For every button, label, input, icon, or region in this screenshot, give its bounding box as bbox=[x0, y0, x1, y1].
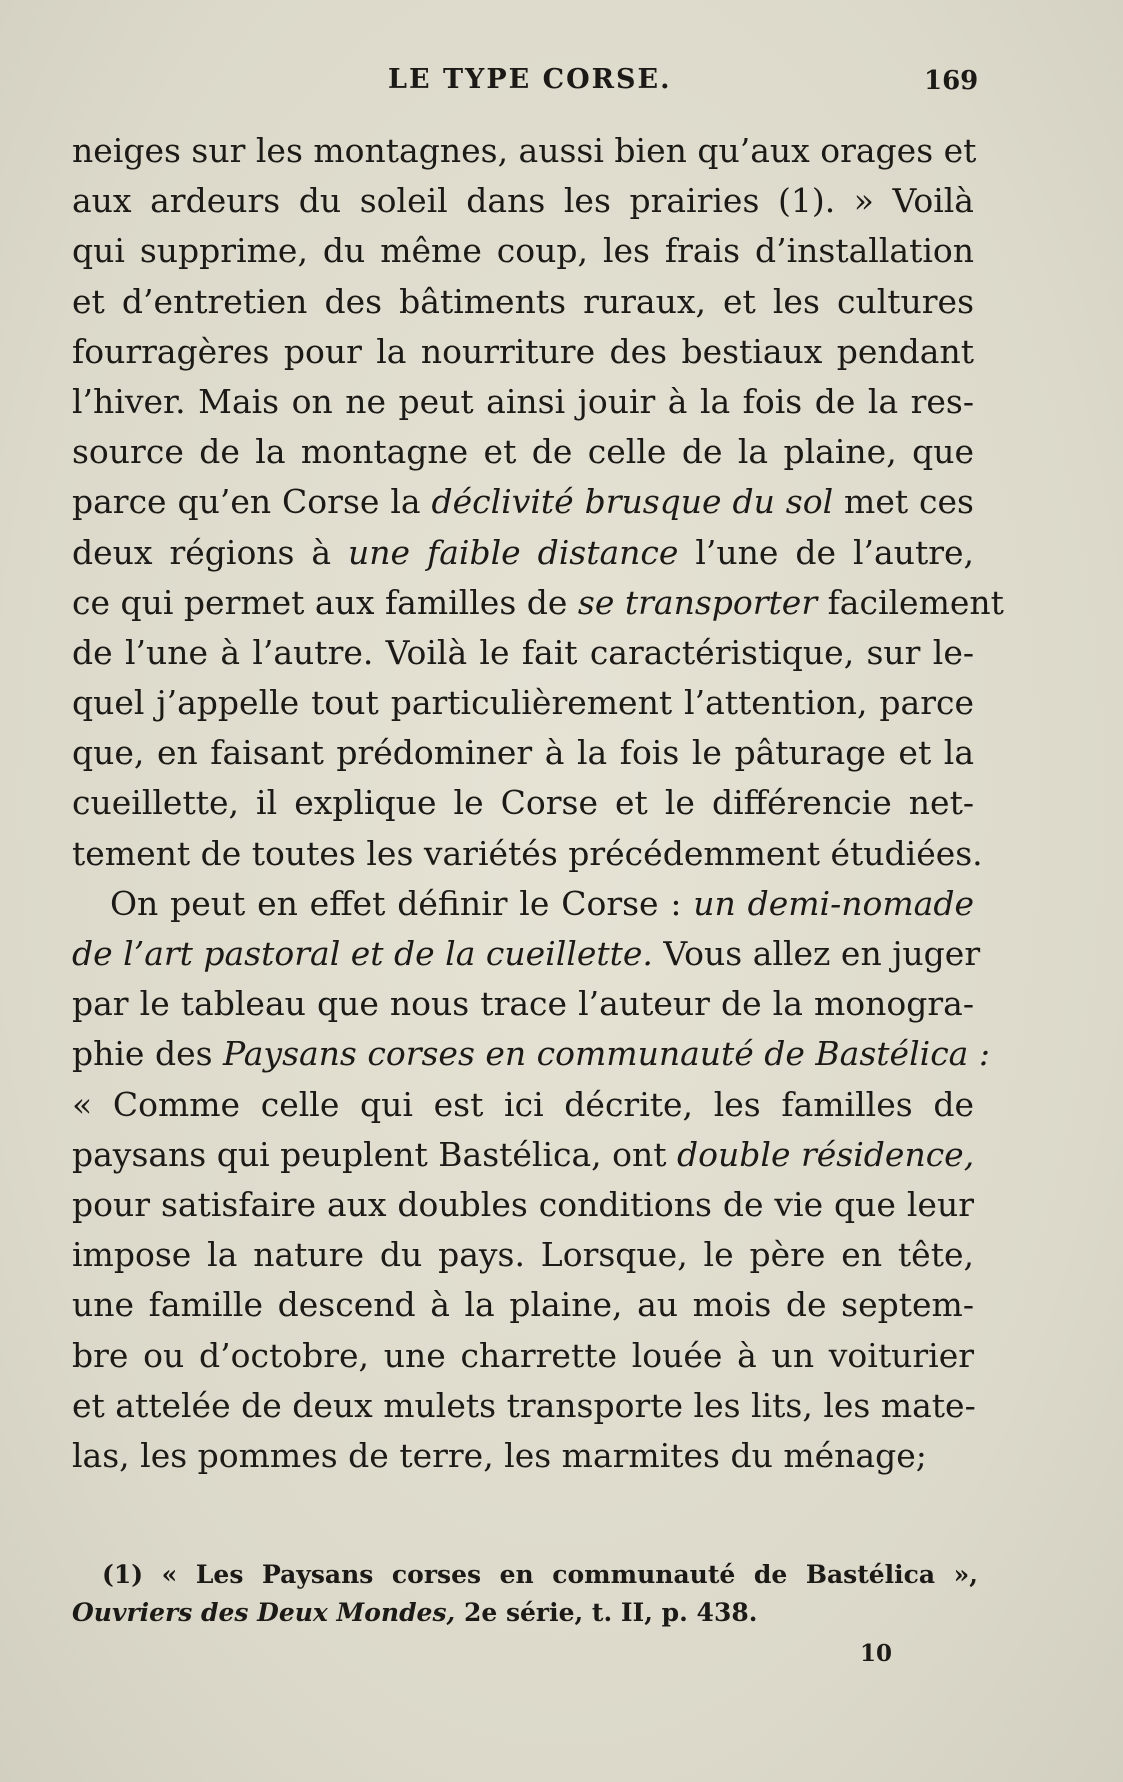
text-line bbox=[72, 678, 974, 728]
text-line bbox=[72, 377, 974, 427]
footnote-line bbox=[72, 1556, 978, 1594]
text-line bbox=[72, 126, 977, 176]
text-span: aux ardeurs du soleil dans les prairies (1). » Voilà bbox=[72, 181, 974, 221]
italic-span: déclivité brusque du sol bbox=[431, 482, 834, 522]
text-span: phie des bbox=[72, 1034, 224, 1074]
text-span: parce qu’en Corse la bbox=[72, 482, 432, 522]
text-span: cueillette, il explique le Corse et le différencie net- bbox=[72, 783, 974, 823]
text-span: impose la nature du pays. Lorsque, le père en tête, bbox=[72, 1235, 974, 1275]
text-span: paysans qui peuplent Bastélica, ont bbox=[72, 1134, 678, 1174]
text-line bbox=[72, 528, 974, 578]
running-head bbox=[0, 64, 1123, 104]
text-line bbox=[72, 427, 974, 477]
text-line bbox=[72, 1130, 974, 1180]
text-span: Vous allez en juger bbox=[652, 934, 981, 973]
text-span: tement de toutes les variétés précédemment étudiées. bbox=[72, 833, 983, 873]
text-line bbox=[72, 327, 974, 377]
text-span: met ces bbox=[833, 482, 974, 522]
text-span: 2e série, t. II, p. 438. bbox=[455, 1598, 758, 1627]
text-span: source de la montagne et de celle de la plaine, que bbox=[72, 432, 974, 472]
italic-span: un demi-nomade bbox=[693, 883, 975, 923]
text-span: par le tableau que nous trace l’auteur de la monogra- bbox=[72, 984, 974, 1024]
text-span: pour satisfaire aux doubles conditions de vie que leur bbox=[72, 1184, 974, 1224]
text-line bbox=[72, 1381, 974, 1431]
text-span: neiges sur les montagnes, aussi bien qu’aux orages et bbox=[72, 131, 977, 170]
text-span: l’une de l’autre, bbox=[678, 532, 974, 572]
text-line bbox=[72, 728, 974, 778]
text-span: une famille descend à la plaine, au mois de septem- bbox=[72, 1285, 974, 1325]
signature-mark: 10 bbox=[860, 1640, 893, 1667]
italic-span: Paysans corses en communauté de Bastélica : bbox=[223, 1034, 990, 1074]
text-span: On peut en effet définir le Corse : bbox=[110, 883, 694, 923]
text-span: « Comme celle qui est ici décrite, les familles de bbox=[72, 1084, 974, 1124]
text-line bbox=[72, 1331, 974, 1381]
italic-span: Ouvriers des Deux Mondes, bbox=[72, 1598, 456, 1627]
footnotes bbox=[72, 1556, 978, 1632]
text-line bbox=[72, 1280, 974, 1330]
text-line bbox=[72, 1029, 990, 1079]
text-line bbox=[72, 1180, 974, 1230]
text-line bbox=[72, 1080, 974, 1130]
text-span: que, en faisant prédominer à la fois le pâturage et la bbox=[72, 733, 974, 773]
running-title: LE TYPE CORSE. bbox=[388, 64, 672, 95]
text-span: las, les pommes de terre, les marmites du ménage; bbox=[72, 1435, 927, 1475]
text-span: l’hiver. Mais on ne peut ainsi jouir à la fois de la res- bbox=[72, 381, 974, 421]
footnote-line bbox=[72, 1594, 978, 1632]
text-span: deux régions à bbox=[72, 532, 349, 572]
page-number: 169 bbox=[924, 66, 979, 96]
text-line bbox=[72, 929, 981, 979]
text-span: et attelée de deux mulets transporte les lits, les mate- bbox=[72, 1385, 976, 1425]
text-line bbox=[72, 226, 974, 276]
text-span: fourragères pour la nourriture des bestiaux pendant bbox=[72, 331, 974, 371]
text-span: de l’une à l’autre. Voilà le fait caractéristique, sur le- bbox=[72, 632, 974, 672]
text-span: et d’entretien des bâtiments ruraux, et les cultures bbox=[72, 281, 974, 321]
text-line bbox=[72, 1431, 974, 1481]
italic-span: une faible distance bbox=[348, 532, 679, 572]
text-span: bre ou d’octobre, une charrette louée à un voiturier bbox=[72, 1335, 974, 1375]
text-line bbox=[72, 879, 974, 929]
text-line bbox=[72, 628, 974, 678]
text-line bbox=[72, 1230, 974, 1280]
italic-span: se transporter bbox=[577, 582, 818, 622]
text-line bbox=[72, 277, 974, 327]
text-span: qui supprime, du même coup, les frais d’installation bbox=[72, 231, 974, 271]
text-line bbox=[72, 778, 974, 828]
italic-span: double résidence, bbox=[677, 1134, 975, 1174]
text-span: facilement bbox=[817, 582, 1004, 622]
text-span: quel j’appelle tout particulièrement l’attention, parce bbox=[72, 683, 974, 723]
text-line bbox=[72, 176, 974, 226]
text-line bbox=[72, 578, 1004, 628]
text-span: (1) « Les Paysans corses en communauté de Bastélica », bbox=[102, 1560, 978, 1589]
text-span: ce qui permet aux familles de bbox=[72, 582, 578, 622]
text-line bbox=[72, 979, 974, 1029]
italic-span: de l’art pastoral et de la cueillette. bbox=[72, 934, 653, 973]
body-text bbox=[72, 126, 1004, 1481]
text-line bbox=[72, 477, 974, 527]
text-line bbox=[72, 829, 983, 879]
